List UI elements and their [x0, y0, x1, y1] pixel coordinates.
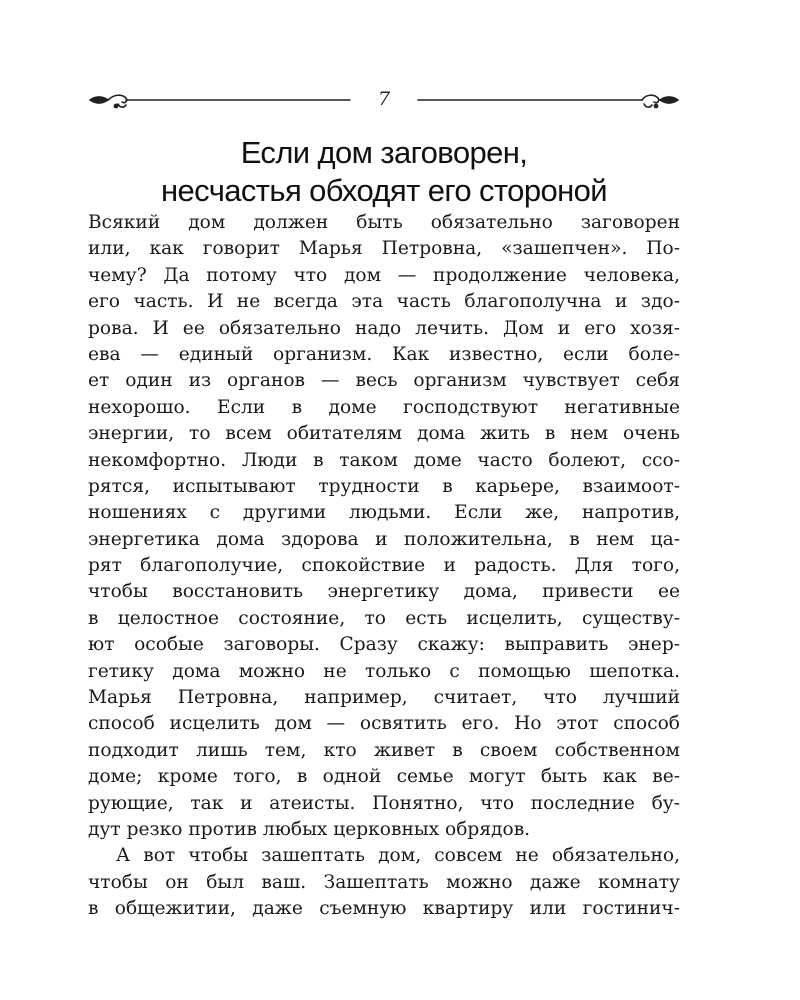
- text-line: Всякий дом должен быть обязательно заговорен: [88, 212, 680, 233]
- text-line: некомфортно. Люди в таком доме часто болеют, ссо-: [88, 449, 680, 471]
- chapter-title-line: несчастья обходят его стороной: [161, 173, 607, 208]
- page-number: 7: [377, 88, 391, 110]
- text-line: доме; кроме того, в одной семье могут быть как ве-: [88, 766, 680, 788]
- text-line: дут резко против любых церковных обрядов.: [88, 818, 531, 840]
- text-line: энергии, то всем обитателям дома жить в нем очень: [88, 423, 680, 445]
- text-line: способ исцелить дом — освятить его. Но этот способ: [88, 713, 680, 735]
- text-line: чтобы он был ваш. Зашептать можно даже комнату: [88, 871, 680, 893]
- text-line: в общежитии, даже съемную квартиру или гостинич-: [88, 898, 680, 920]
- text-line: нехорошо. Если в доме господствуют негативные: [88, 396, 680, 418]
- text-line: ношениях с другими людьми. Если же, напротив,: [88, 502, 680, 524]
- text-line: Марья Петровна, например, считает, что лучший: [88, 687, 680, 709]
- text-line: А вот чтобы зашептать дом, совсем не обязательно,: [116, 845, 680, 867]
- text-line: ют особые заговоры. Сразу скажу: выправить энер-: [88, 634, 680, 656]
- paragraph: [88, 843, 680, 922]
- text-line: рующие, так и атеисты. Понятно, что последние бу-: [88, 792, 680, 814]
- body-text: [88, 210, 680, 923]
- text-line: в целостное состояние, то есть исцелить, существу-: [88, 607, 680, 629]
- text-line: ет один из органов — весь организм чувствует себя: [88, 370, 680, 392]
- paragraph: [88, 210, 680, 843]
- text-line: гетику дома можно не только с помощью шепотка.: [88, 660, 680, 682]
- text-line: чтобы восстановить энергетику дома, привести ее: [88, 581, 680, 603]
- text-line: или, как говорит Марья Петровна, «зашепчен». По-: [88, 238, 680, 260]
- text-line: чему? Да потому что дом — продолжение человека,: [88, 264, 680, 286]
- text-line: энергетика дома здорова и положительна, в нем ца-: [88, 528, 680, 550]
- text-line: рятся, испытывают трудности в карьере, взаимоот-: [88, 475, 680, 497]
- chapter-title-line: Если дом заговорен,: [240, 135, 528, 170]
- page-header: [88, 84, 680, 116]
- text-line: рят благополучие, спокойствие и радость. Для того,: [88, 555, 680, 577]
- chapter-title: [88, 134, 680, 210]
- text-line: его часть. И не всегда эта часть благополучна и здо-: [88, 291, 680, 313]
- text-line: рова. И ее обязательно надо лечить. Дом и его хозя-: [88, 317, 680, 339]
- text-line: ева — единый организм. Как известно, если боле-: [88, 343, 680, 365]
- text-line: подходит лишь тем, кто живет в своем собственном: [88, 739, 680, 761]
